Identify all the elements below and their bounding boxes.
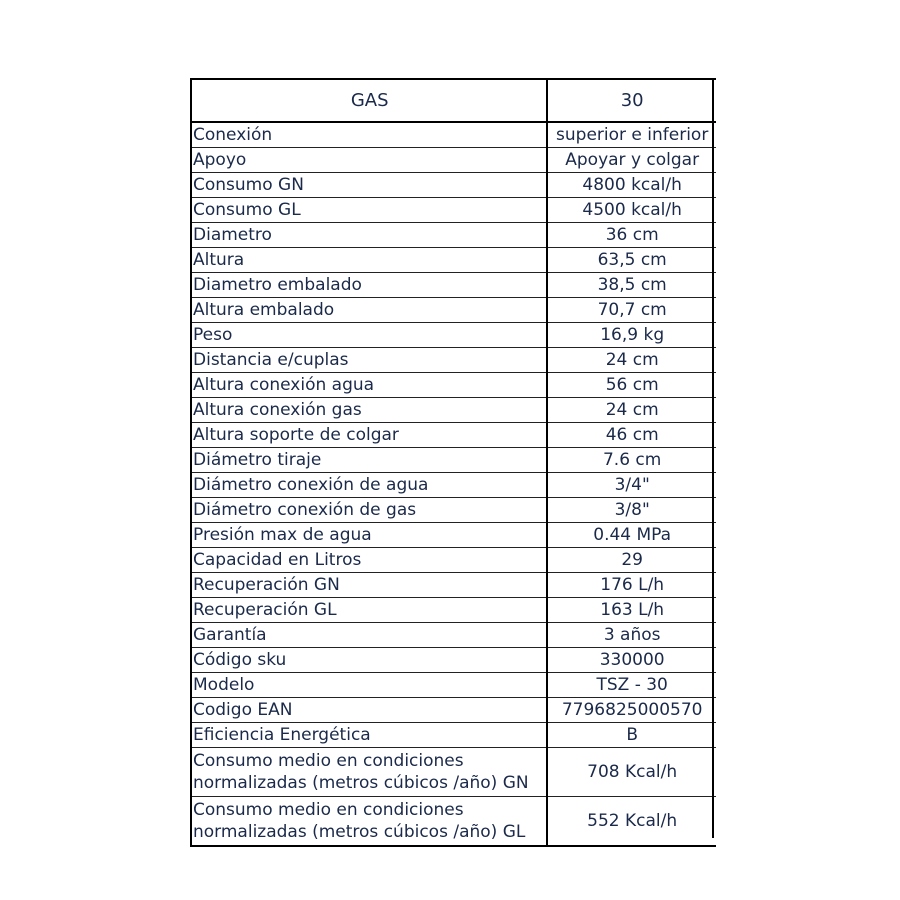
row-label: Altura conexión agua (191, 373, 547, 398)
row-label: Altura embalado (191, 298, 547, 323)
row-value: 56 cm (547, 373, 716, 398)
row-label: Diámetro tiraje (191, 448, 547, 473)
row-label: Eficiencia Energética (191, 723, 547, 748)
row-value: superior e inferior (547, 122, 716, 148)
row-value: 38,5 cm (547, 273, 716, 298)
row-label: Altura conexión gas (191, 398, 547, 423)
row-value: TSZ - 30 (547, 673, 716, 698)
table-row (191, 523, 716, 548)
table-row (191, 548, 716, 573)
table-row (191, 273, 716, 298)
table-row (191, 698, 716, 723)
row-label-line-1: Consumo medio en condiciones (193, 751, 464, 771)
table-header-row (191, 79, 716, 122)
table-row (191, 348, 716, 373)
row-value: 46 cm (547, 423, 716, 448)
row-label: Presión max de agua (191, 523, 547, 548)
row-label: Recuperación GL (191, 598, 547, 623)
row-value: 24 cm (547, 398, 716, 423)
row-label-line-1: Consumo medio en condiciones (193, 800, 464, 820)
row-label: Diámetro conexión de gas (191, 498, 547, 523)
row-label: Consumo GL (191, 198, 547, 223)
row-label: Peso (191, 323, 547, 348)
row-label: Distancia e/cuplas (191, 348, 547, 373)
row-value: 0.44 MPa (547, 523, 716, 548)
row-value: 24 cm (547, 348, 716, 373)
row-value: 330000 (547, 648, 716, 673)
row-label (191, 797, 547, 847)
table-row-multiline (191, 797, 716, 847)
table-row (191, 598, 716, 623)
row-value: B (547, 723, 716, 748)
row-label: Altura soporte de colgar (191, 423, 547, 448)
table-row (191, 298, 716, 323)
table-row (191, 473, 716, 498)
table-row (191, 373, 716, 398)
row-value: 708 Kcal/h (547, 748, 716, 797)
row-value: 3/8" (547, 498, 716, 523)
table-row (191, 248, 716, 273)
row-label: Diametro embalado (191, 273, 547, 298)
row-value: 552 Kcal/h (547, 797, 716, 847)
row-value: 29 (547, 548, 716, 573)
table-row (191, 723, 716, 748)
row-value: 4500 kcal/h (547, 198, 716, 223)
table-right-border (712, 78, 714, 838)
table-row (191, 323, 716, 348)
table-row (191, 448, 716, 473)
row-value: 4800 kcal/h (547, 173, 716, 198)
row-value: 163 L/h (547, 598, 716, 623)
row-label: Apoyo (191, 148, 547, 173)
table-row (191, 198, 716, 223)
header-label-cell: GAS (191, 79, 547, 122)
row-label (191, 748, 547, 797)
table-row (191, 648, 716, 673)
row-label: Conexión (191, 122, 547, 148)
row-label-line-2: normalizadas (metros cúbicos /año) GL (193, 822, 526, 842)
row-label: Modelo (191, 673, 547, 698)
header-value-cell: 30 (547, 79, 716, 122)
table-row (191, 122, 716, 148)
row-label: Consumo GN (191, 173, 547, 198)
spec-table (190, 78, 716, 847)
table-row (191, 498, 716, 523)
row-value: 7.6 cm (547, 448, 716, 473)
table-row (191, 223, 716, 248)
row-value: 3 años (547, 623, 716, 648)
table-row (191, 423, 716, 448)
row-label: Capacidad en Litros (191, 548, 547, 573)
row-label: Altura (191, 248, 547, 273)
row-value: 70,7 cm (547, 298, 716, 323)
table-row-multiline (191, 748, 716, 797)
table-row (191, 398, 716, 423)
table-row (191, 173, 716, 198)
row-label: Diametro (191, 223, 547, 248)
row-label: Diámetro conexión de agua (191, 473, 547, 498)
row-value: 16,9 kg (547, 323, 716, 348)
row-label: Código sku (191, 648, 547, 673)
row-value: 3/4" (547, 473, 716, 498)
table-row (191, 623, 716, 648)
row-label: Garantía (191, 623, 547, 648)
row-label: Recuperación GN (191, 573, 547, 598)
table-row (191, 148, 716, 173)
row-value: 7796825000570 (547, 698, 716, 723)
table-row (191, 673, 716, 698)
row-value: 176 L/h (547, 573, 716, 598)
row-value: 36 cm (547, 223, 716, 248)
table-row (191, 573, 716, 598)
row-value: 63,5 cm (547, 248, 716, 273)
row-label: Codigo EAN (191, 698, 547, 723)
spec-table-body (191, 79, 716, 846)
row-label-line-2: normalizadas (metros cúbicos /año) GN (193, 773, 529, 793)
row-value: Apoyar y colgar (547, 148, 716, 173)
